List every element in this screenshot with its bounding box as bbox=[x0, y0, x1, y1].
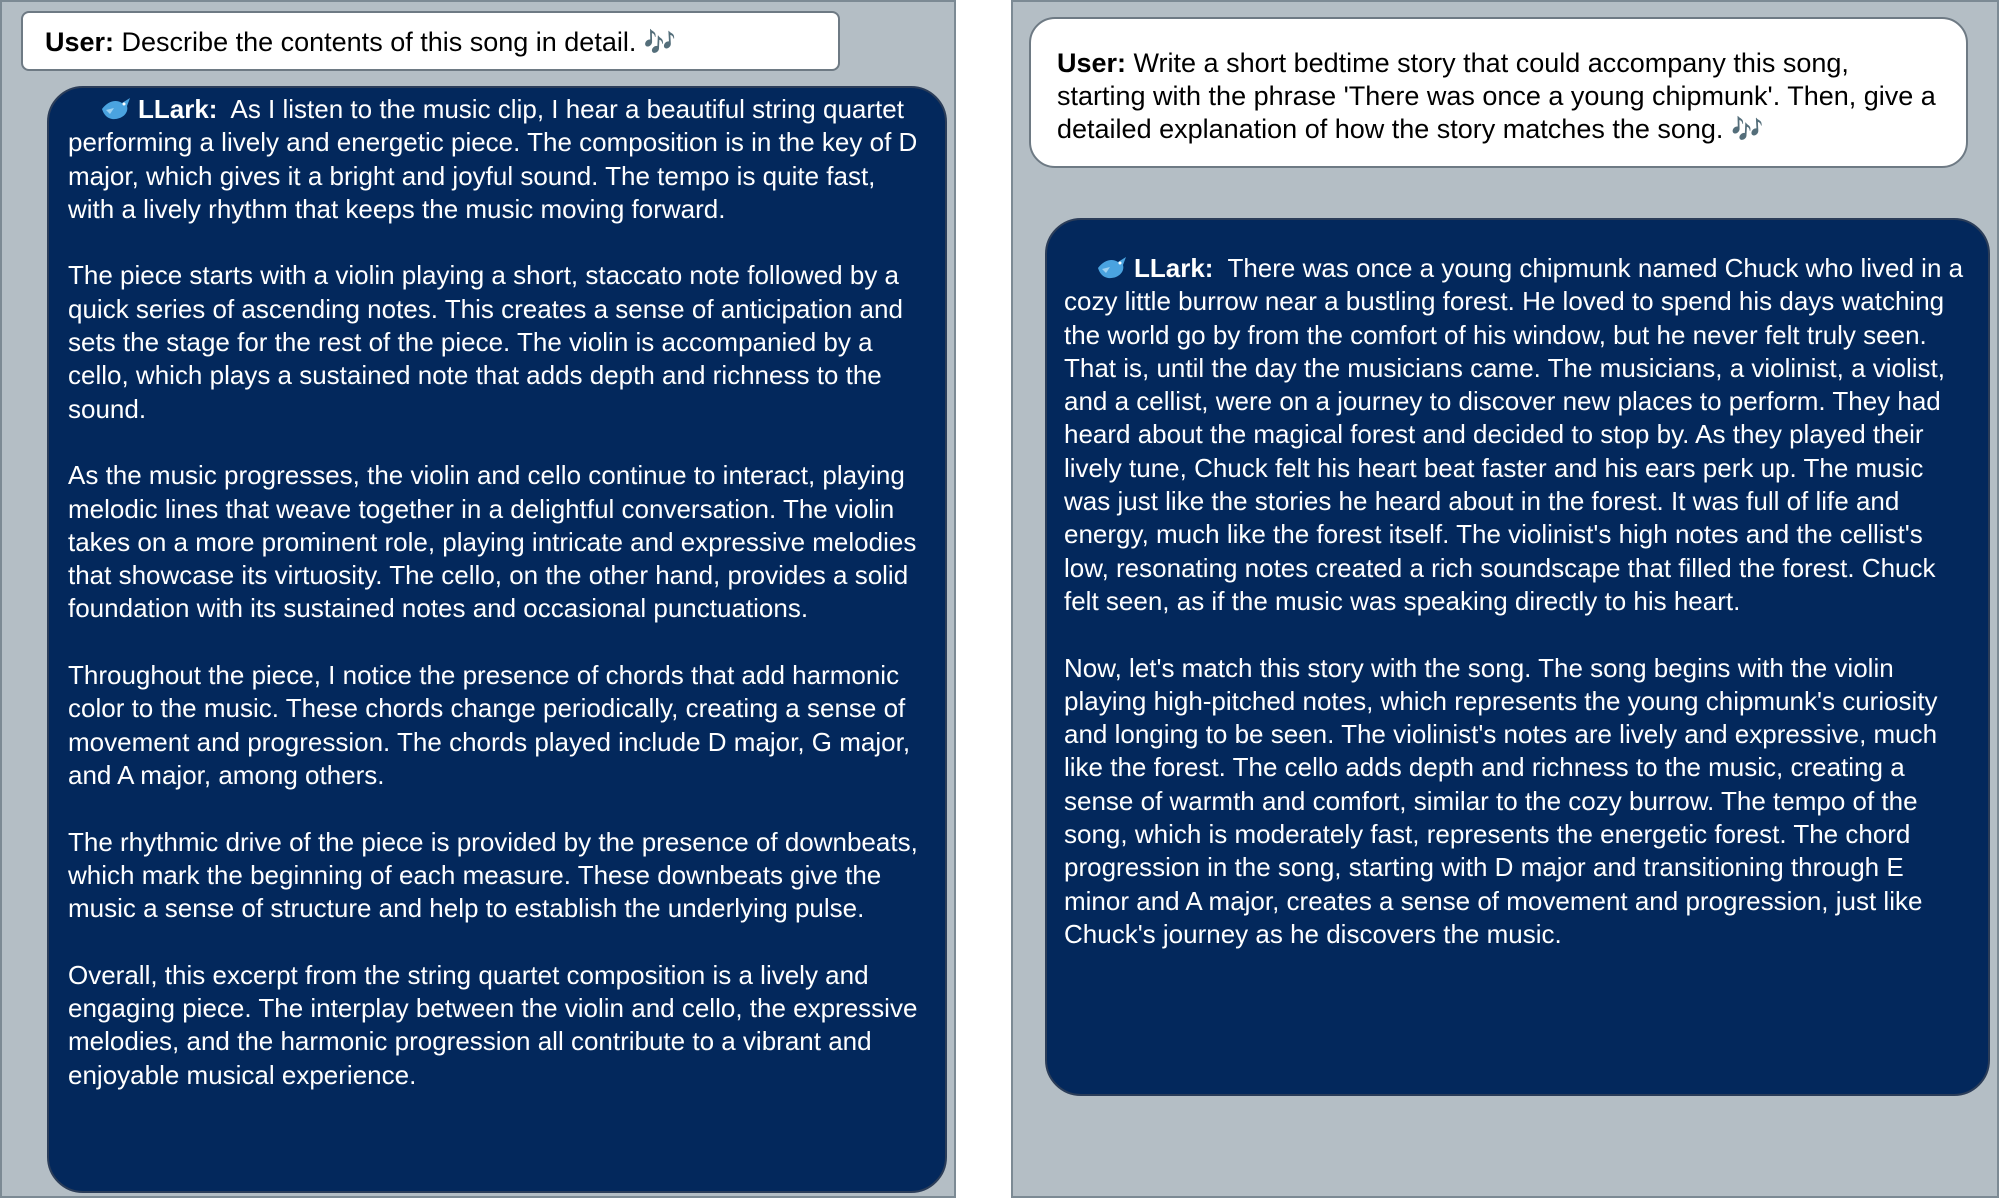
llark-response-bubble bbox=[1045, 218, 1990, 1096]
user-label: User: bbox=[1057, 48, 1127, 78]
bot-label: LLark: bbox=[1134, 253, 1214, 283]
bot-label: LLark: bbox=[138, 94, 218, 124]
response-first-text: There was once a young chipmunk named Chuck who lived in a cozy little burrow near a bustling forest. He loved to spend his days watching the world go by from the comfort of his window, but he never felt truly seen. That is, until the day the musicians came. The musicians, a violinist, a violist, and a cellist, were on a journey to discover new places to perform. They had heard about the magical forest and decided to stop by. As they played their lively tune, Chuck felt his heart beat faster and his ears perk up. The music was just like the stories he heard about in the forest. It was full of life and energy, much like the forest itself. The violinist's high notes and the cellist's low, resonating notes created a rich soundscape that filled the forest. Chuck felt seen, as if the music was speaking directly to his heart. bbox=[1064, 253, 1964, 616]
user-message-text: Describe the contents of this song in detail. bbox=[121, 27, 637, 57]
response-paragraph: Now, let's match this story with the song. The song begins with the violin playing high-pitched notes, which represents the young chipmunk's curiosity and longing to be seen. The violinist's notes are lively and expressive, much like the forest. The cello adds depth and richness to the music, creating a sense of warmth and comfort, similar to the cozy burrow. The tempo of the song, which is moderately fast, represents the energetic forest. The chord progression in the song, starting with D major and transitioning through E minor and A major, creates a sense of movement and progression, just like Chuck's journey as he discovers the music. bbox=[1064, 652, 1938, 949]
response-paragraph: Overall, this excerpt from the string quartet composition is a lively and engaging piece. The interplay between the violin and cello, the expressive melodies, and the harmonic progression all contribute to a vibrant and enjoyable musical experience. bbox=[68, 959, 918, 1090]
user-message-bubble bbox=[21, 11, 840, 71]
response-paragraph bbox=[68, 93, 925, 226]
response-paragraph: The rhythmic drive of the piece is provided by the presence of downbeats, which mark the beginning of each measure. These downbeats give the music a sense of structure and help to establish the underlying pulse. bbox=[68, 826, 918, 924]
llark-response-bubble bbox=[47, 86, 947, 1193]
music-notes-icon: 🎶 bbox=[643, 27, 677, 57]
user-message-bubble bbox=[1029, 17, 1968, 168]
music-notes-icon: 🎶 bbox=[1730, 114, 1764, 144]
response-paragraph: Throughout the piece, I notice the presence of chords that add harmonic color to the music. These chords change periodically, creating a sense of movement and progression. The chords played include D major, G major, and A major, among others. bbox=[68, 660, 911, 790]
right-chat-panel bbox=[1011, 0, 1999, 1198]
response-paragraph: The piece starts with a violin playing a short, staccato note followed by a quick series of ascending notes. This creates a sense of anticipation and sets the stage for the rest of the piece. The violin is accompanied by a cello, which plays a sustained note that adds depth and richness to the sound. bbox=[68, 260, 903, 424]
bird-icon bbox=[100, 95, 134, 121]
user-message-text: Write a short bedtime story that could accompany this song, starting with the phrase 'There was once a young chipmunk'. Then, give a detailed explanation of how the story matches the song. bbox=[1057, 48, 1936, 144]
left-chat-panel bbox=[0, 0, 956, 1198]
user-label: User: bbox=[45, 27, 115, 57]
response-paragraph bbox=[1064, 252, 1972, 618]
response-first-text: As I listen to the music clip, I hear a beautiful string quartet performing a lively and energetic piece. The composition is in the key of D major, which gives it a bright and joyful sound. The tempo is quite fast, with a lively rhythm that keeps the music moving forward. bbox=[68, 94, 918, 224]
bird-icon bbox=[1096, 254, 1130, 280]
response-paragraph: As the music progresses, the violin and cello continue to interact, playing melodic lines that weave together in a delightful conversation. The violin takes on a more prominent role, playing intricate and expressive melodies that showcase its virtuosity. The cello, on the other hand, provides a solid foundation with its sustained notes and occasional punctuations. bbox=[68, 460, 917, 624]
